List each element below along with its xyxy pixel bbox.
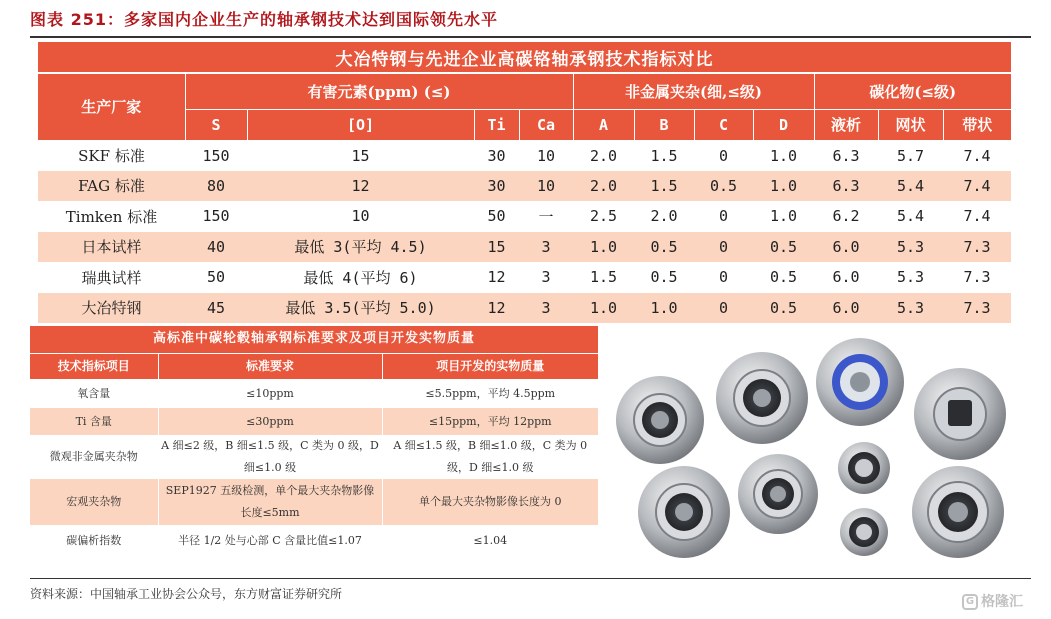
table-cell: 0.5 xyxy=(769,268,798,287)
table-cell: 最低 4(平均 6) xyxy=(303,268,418,287)
hub-bearing-5 xyxy=(638,466,730,558)
table-cell: 12 xyxy=(487,268,506,287)
table-cell: 最低 3.5(平均 5.0) xyxy=(247,293,474,324)
table-cell: 1.5 xyxy=(650,146,678,165)
table-cell: 7.3 xyxy=(943,232,1011,263)
col-header-liquation: 液析 xyxy=(814,109,878,140)
table-cell: 6.0 xyxy=(814,293,878,324)
title-divider xyxy=(30,36,1031,38)
table-row xyxy=(38,201,1011,232)
table-cell: 2.0 xyxy=(650,207,678,226)
col-header-o: [O] xyxy=(247,109,474,140)
table-cell: 30 xyxy=(474,171,519,202)
table-cell: 7.3 xyxy=(943,293,1011,324)
inclusions-header: 非金属夹杂(细,≤级) xyxy=(573,73,814,109)
table-cell: 12 xyxy=(474,293,519,324)
producer-name: SKF 标准 xyxy=(78,147,145,165)
table-cell: 6.0 xyxy=(814,232,878,263)
col-header-ti: Ti xyxy=(474,109,519,140)
sub-row-standard: ≤10ppm xyxy=(158,379,382,408)
table-cell: 3 xyxy=(519,293,573,324)
col-header-banded: 带状 xyxy=(943,109,1011,140)
bottom-divider xyxy=(30,578,1031,579)
sub-row-standard: A 细≤2 级，B 细≤1.5 级，C 类为 0 级，D 细≤1.0 级 xyxy=(158,435,382,479)
table-cell: 5.3 xyxy=(896,268,925,287)
bearing-steel-comparison-table xyxy=(38,42,1011,323)
sub-table-caption: 高标准中碳轮毂轴承钢标准要求及项目开发实物质量 xyxy=(30,326,598,353)
source-note: 资料来源：中国轴承工业协会公众号，东方财富证券研究所 xyxy=(30,587,343,601)
sub-row-actual: ≤5.5ppm，平均 4.5ppm xyxy=(425,386,556,400)
table-cell: 5.4 xyxy=(878,171,943,202)
sub-col-header-standard: 标准要求 xyxy=(158,353,382,379)
watermark-logo-icon: G xyxy=(962,594,978,610)
sub-row-actual: ≤15ppm，平均 12ppm xyxy=(382,408,598,435)
sub-row-item: Ti 含量 xyxy=(30,408,158,435)
sub-row-actual: A 细≤1.5 级，B 细≤1.0 级，C 类为 0 级，D 细≤1.0 级 xyxy=(393,439,588,474)
sub-row-actual: 单个最大夹杂物影像长度为 0 xyxy=(382,479,598,525)
producer-name: Timken 标准 xyxy=(65,207,158,226)
hub-bearing-2 xyxy=(716,352,808,444)
table-cell: 5.3 xyxy=(878,293,943,324)
table-cell: 2.0 xyxy=(589,146,618,165)
table-row xyxy=(38,140,1011,171)
sub-row-item: 碳偏析指数 xyxy=(30,525,158,556)
hub-bearing-4 xyxy=(914,368,1006,460)
table-cell: 50 xyxy=(487,207,506,226)
table-row xyxy=(38,262,1011,293)
sub-row-item: 宏观夹杂物 xyxy=(30,479,158,525)
table-cell: 150 xyxy=(202,146,230,165)
table-cell: 7.4 xyxy=(943,171,1011,202)
table-cell: 2.5 xyxy=(589,207,618,226)
hub-bearing-1 xyxy=(616,376,704,464)
sub-row-item: 氧含量 xyxy=(30,379,158,408)
producer-name: FAG 标准 xyxy=(38,171,185,202)
col-header-a: A xyxy=(573,109,634,140)
table-cell: 5.4 xyxy=(896,207,925,226)
sub-row-item: 微观非金属夹杂物 xyxy=(30,435,158,479)
table-cell: 0.5 xyxy=(753,232,814,263)
bearing-8 xyxy=(840,508,888,556)
table-cell: 0 xyxy=(694,232,753,263)
col-header-d: D xyxy=(753,109,814,140)
table-cell: 6.3 xyxy=(832,146,860,165)
producer-name: 日本试样 xyxy=(38,232,185,263)
table-cell: 0.5 xyxy=(694,171,753,202)
table-cell: 0 xyxy=(718,207,729,226)
table-cell: 10 xyxy=(351,207,370,226)
table-cell: 7.4 xyxy=(963,207,991,226)
table-cell: 6.3 xyxy=(814,171,878,202)
carbide-header: 碳化物(≤级) xyxy=(814,73,1011,109)
table-cell: 0 xyxy=(718,268,729,287)
table-cell: 30 xyxy=(487,146,506,165)
sub-row-standard: ≤30ppm xyxy=(158,408,382,435)
table-cell: 50 xyxy=(206,268,226,287)
table-cell: 0 xyxy=(718,146,729,165)
table-cell: 1.0 xyxy=(753,171,814,202)
table-cell: 10 xyxy=(519,171,573,202)
col-header-b: B xyxy=(634,109,694,140)
table-cell: 7.3 xyxy=(963,268,991,287)
hub-bearing-6 xyxy=(738,454,818,534)
col-header-c: C xyxy=(694,109,753,140)
table-cell: 10 xyxy=(536,146,556,165)
table-cell: 0.5 xyxy=(650,268,678,287)
table-cell: 1.5 xyxy=(589,268,618,287)
table-cell: 0.5 xyxy=(634,232,694,263)
table-cell: 2.0 xyxy=(573,171,634,202)
watermark xyxy=(962,592,1023,612)
table-cell: 1.0 xyxy=(769,146,798,165)
table-cell: 15 xyxy=(351,146,370,165)
producer-name: 瑞典试样 xyxy=(81,268,142,287)
table-cell: 6.0 xyxy=(832,268,860,287)
sub-col-header-actual: 项目开发的实物质量 xyxy=(382,353,598,379)
table-cell: 最低 3(平均 4.5) xyxy=(247,232,474,263)
main-table-caption: 大冶特钢与先进企业高碳铬轴承钢技术指标对比 xyxy=(38,42,1011,73)
bearing-7 xyxy=(838,442,890,494)
table-row xyxy=(38,232,1011,263)
producer-header: 生产厂家 xyxy=(38,73,185,140)
table-cell: 12 xyxy=(247,171,474,202)
table-cell: 3 xyxy=(519,232,573,263)
table-cell: 1.0 xyxy=(573,232,634,263)
table-cell: 6.2 xyxy=(832,207,860,226)
table-cell: 1.0 xyxy=(573,293,634,324)
hub-bearing-3 xyxy=(816,338,904,426)
table-cell: 5.7 xyxy=(896,146,925,165)
table-cell: 80 xyxy=(185,171,247,202)
table-cell: 0.5 xyxy=(753,293,814,324)
sub-col-header-item: 技术指标项目 xyxy=(30,353,158,379)
harmful-elements-header: 有害元素(ppm) (≤) xyxy=(185,73,573,109)
hub-bearing-photo xyxy=(612,336,1032,566)
col-header-s: S xyxy=(185,109,247,140)
hub-bearing-9 xyxy=(912,466,1004,558)
table-cell: 0 xyxy=(694,293,753,324)
watermark-text: 格隆汇 xyxy=(981,594,1023,610)
col-header-ca: Ca xyxy=(519,109,573,140)
col-header-network: 网状 xyxy=(878,109,943,140)
table-cell: 40 xyxy=(185,232,247,263)
hub-bearing-steel-quality-table xyxy=(30,326,598,556)
table-cell: 3 xyxy=(541,268,551,287)
sub-row-standard: 半径 1/2 处与心部 C 含量比值≤1.07 xyxy=(158,525,382,556)
table-cell: 一 xyxy=(538,207,554,226)
table-cell: 1.0 xyxy=(634,293,694,324)
table-row xyxy=(38,171,1011,202)
sub-row-standard: SEP1927 五级检测，单个最大夹杂物影像长度≤5mm xyxy=(158,479,382,525)
table-cell: 5.3 xyxy=(878,232,943,263)
sub-row-actual: ≤1.04 xyxy=(473,533,508,547)
table-cell: 15 xyxy=(474,232,519,263)
table-cell: 1.5 xyxy=(634,171,694,202)
table-cell: 45 xyxy=(185,293,247,324)
table-cell: 7.4 xyxy=(963,146,991,165)
producer-name: 大冶特钢 xyxy=(38,293,185,324)
figure-title: 图表 251：多家国内企业生产的轴承钢技术达到国际领先水平 xyxy=(30,10,498,29)
table-cell: 150 xyxy=(202,207,230,226)
table-row xyxy=(38,293,1011,324)
table-cell: 1.0 xyxy=(769,207,798,226)
